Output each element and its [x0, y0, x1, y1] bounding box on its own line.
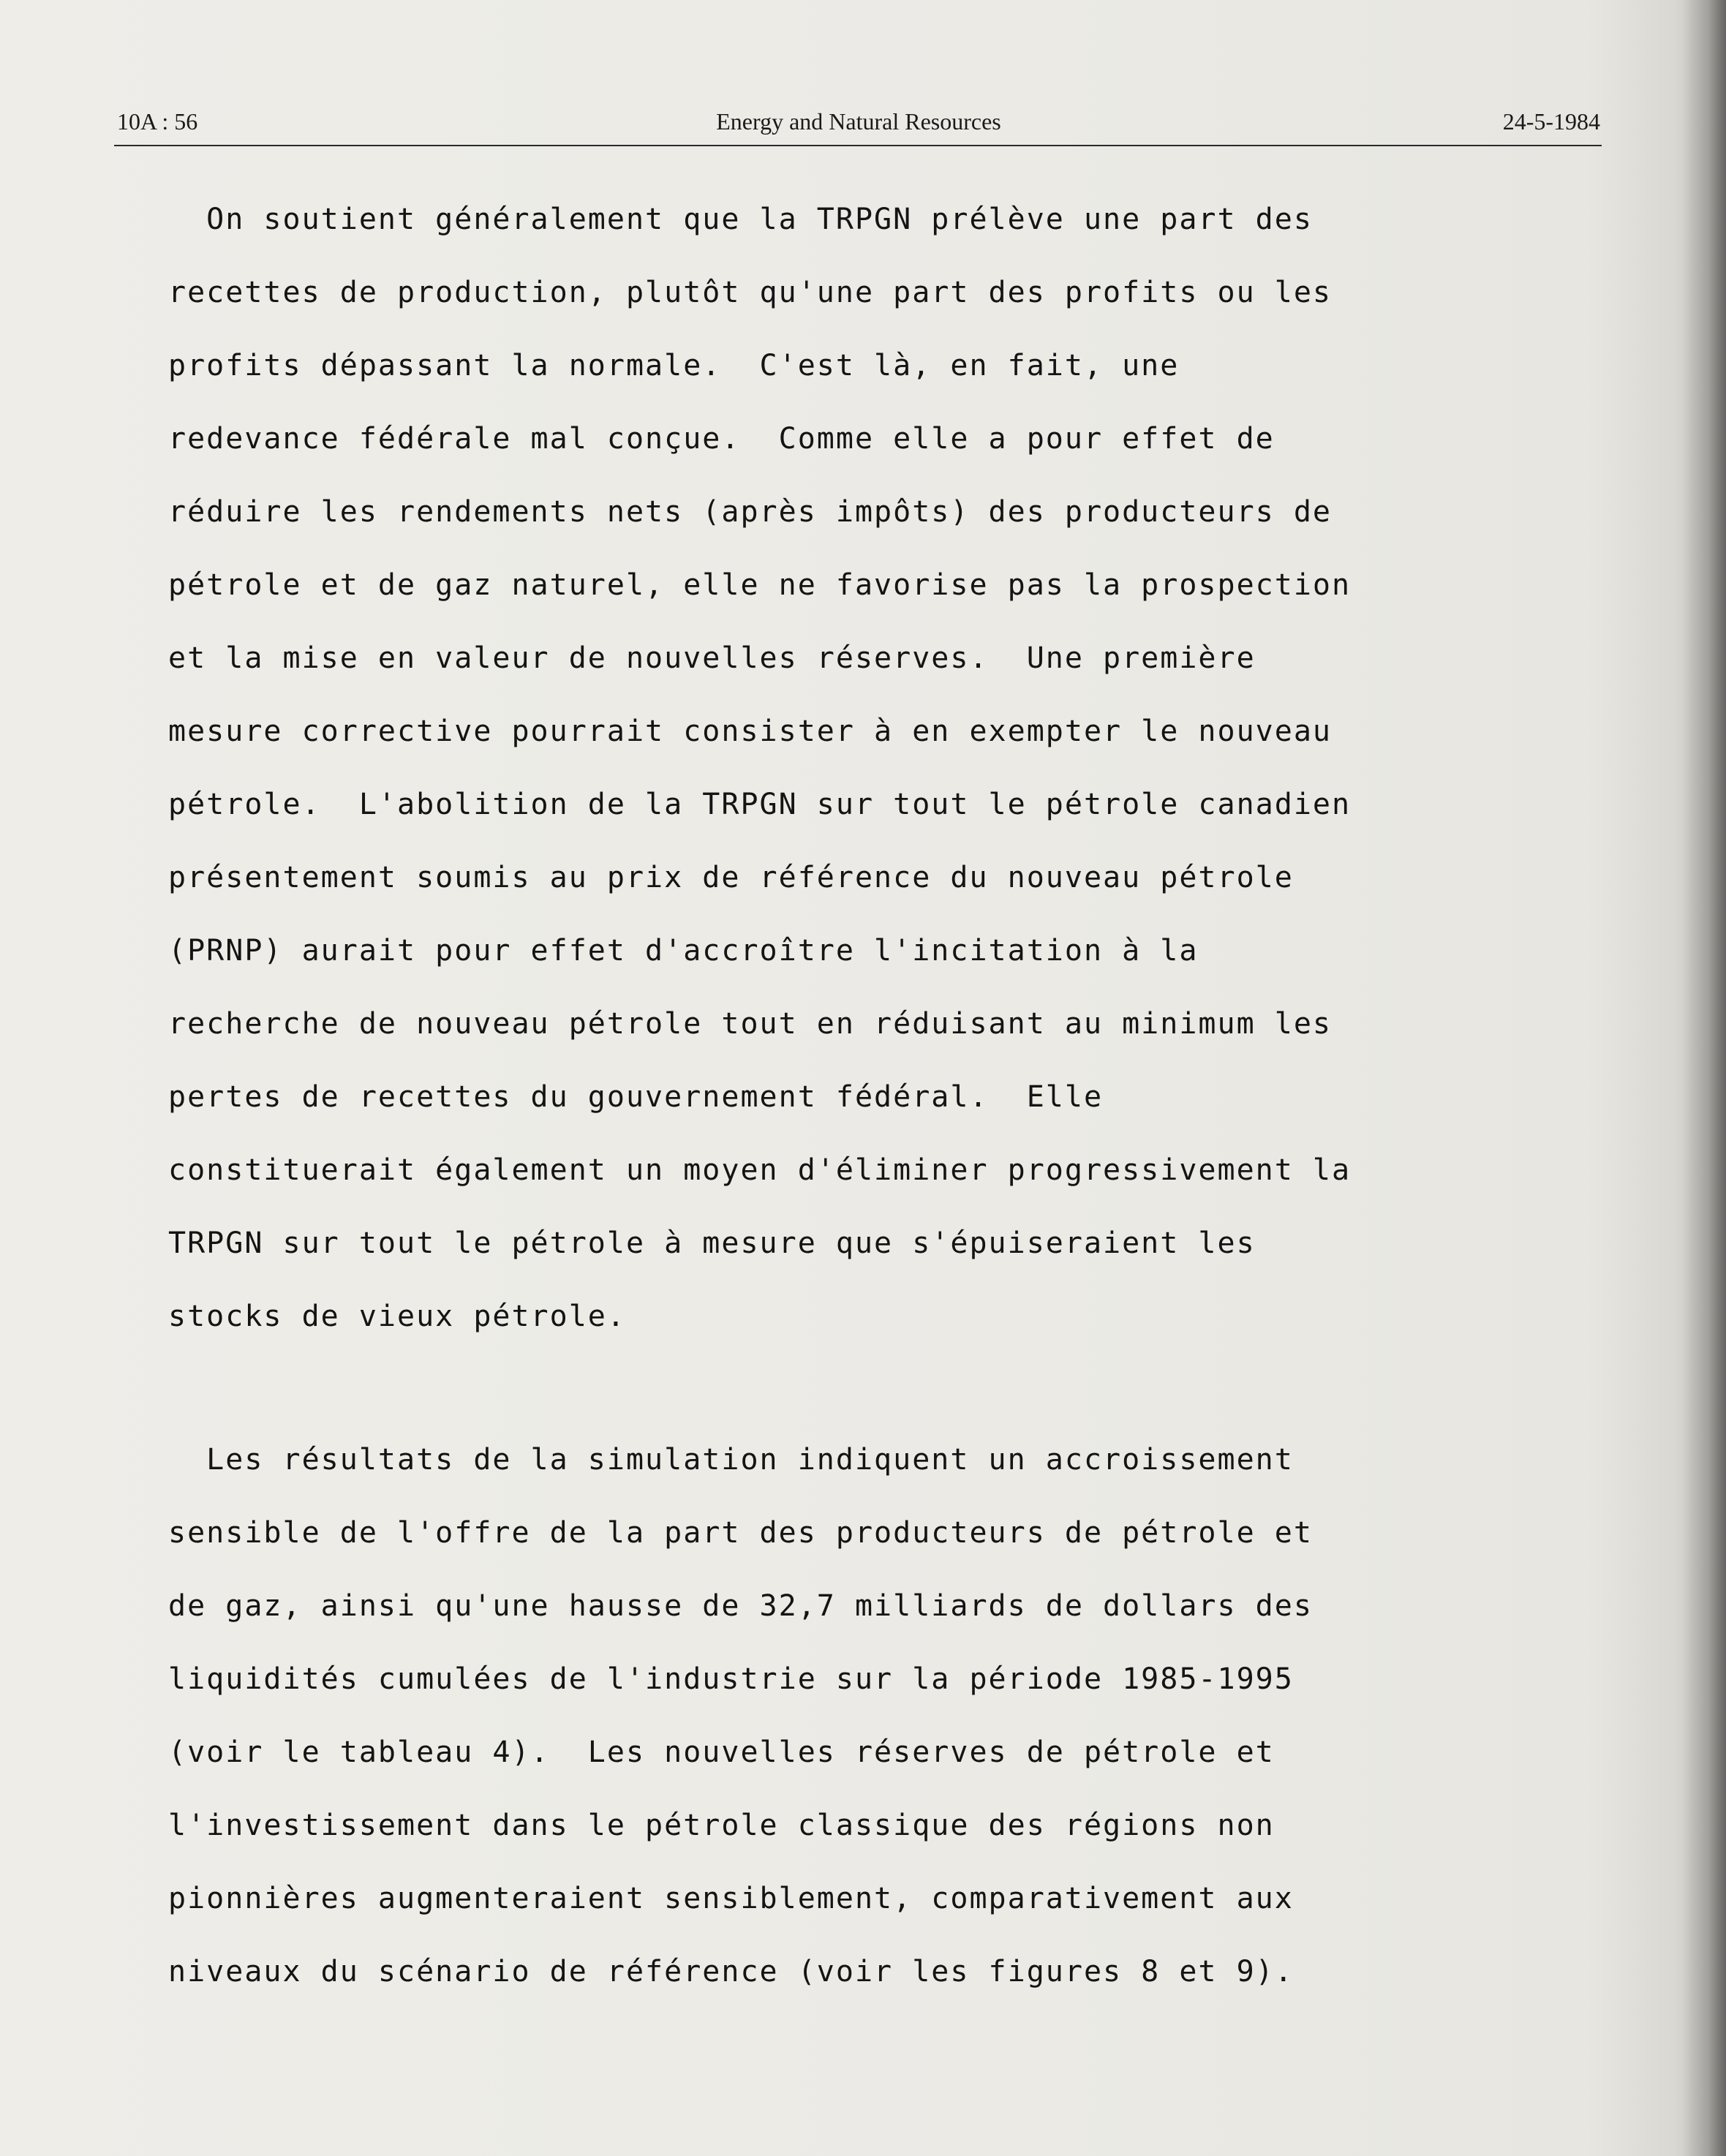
text-line: présentement soumis au prix de référence du nouveau pétrole	[168, 861, 1294, 894]
text-line: et la mise en valeur de nouvelles réserves. Une première	[168, 641, 1256, 675]
text-line: constituerait également un moyen d'éliminer progressivement la	[168, 1153, 1352, 1187]
body-text	[168, 183, 1550, 2008]
text-line: stocks de vieux pétrole.	[168, 1300, 626, 1333]
text-line: (voir le tableau 4). Les nouvelles réserves de pétrole et	[168, 1735, 1275, 1769]
text-line: redevance fédérale mal conçue. Comme elle a pour effet de	[168, 422, 1275, 456]
text-line: Les résultats de la simulation indiquent un accroissement	[168, 1443, 1294, 1477]
page-edge-shadow	[1682, 0, 1726, 2156]
header-date: 24-5-1984	[1502, 108, 1600, 135]
journal-title: Energy and Natural Resources	[716, 108, 1001, 135]
paragraph-2	[168, 1423, 1550, 2008]
text-line: profits dépassant la normale. C'est là, en fait, une	[168, 349, 1180, 382]
text-line: sensible de l'offre de la part des producteurs de pétrole et	[168, 1516, 1313, 1550]
text-line: pertes de recettes du gouvernement fédéral. Elle	[168, 1080, 1104, 1114]
text-line: de gaz, ainsi qu'une hausse de 32,7 milliards de dollars des	[168, 1589, 1313, 1623]
text-line: TRPGN sur tout le pétrole à mesure que s'épuiseraient les	[168, 1226, 1256, 1260]
text-line: réduire les rendements nets (après impôts) des producteurs de	[168, 495, 1333, 529]
text-line: pionnières augmenteraient sensiblement, comparativement aux	[168, 1882, 1294, 1915]
text-line: niveaux du scénario de référence (voir les figures 8 et 9).	[168, 1955, 1294, 1989]
text-line: recherche de nouveau pétrole tout en réduisant au minimum les	[168, 1007, 1333, 1041]
text-line: recettes de production, plutôt qu'une part des profits ou les	[168, 276, 1333, 309]
paragraph-1	[168, 183, 1550, 1353]
running-header	[117, 108, 1600, 145]
text-line: On soutient généralement que la TRPGN prélève une part des	[168, 203, 1313, 236]
text-line: (PRNP) aurait pour effet d'accroître l'incitation à la	[168, 934, 1199, 968]
page-number: 10A : 56	[117, 108, 198, 135]
header-rule	[114, 145, 1602, 146]
text-line: l'investissement dans le pétrole classique des régions non	[168, 1809, 1275, 1842]
text-line: mesure corrective pourrait consister à en exempter le nouveau	[168, 715, 1333, 748]
text-line: pétrole. L'abolition de la TRPGN sur tout le pétrole canadien	[168, 788, 1352, 821]
text-line: pétrole et de gaz naturel, elle ne favorise pas la prospection	[168, 568, 1352, 602]
text-line: liquidités cumulées de l'industrie sur la période 1985-1995	[168, 1662, 1294, 1696]
